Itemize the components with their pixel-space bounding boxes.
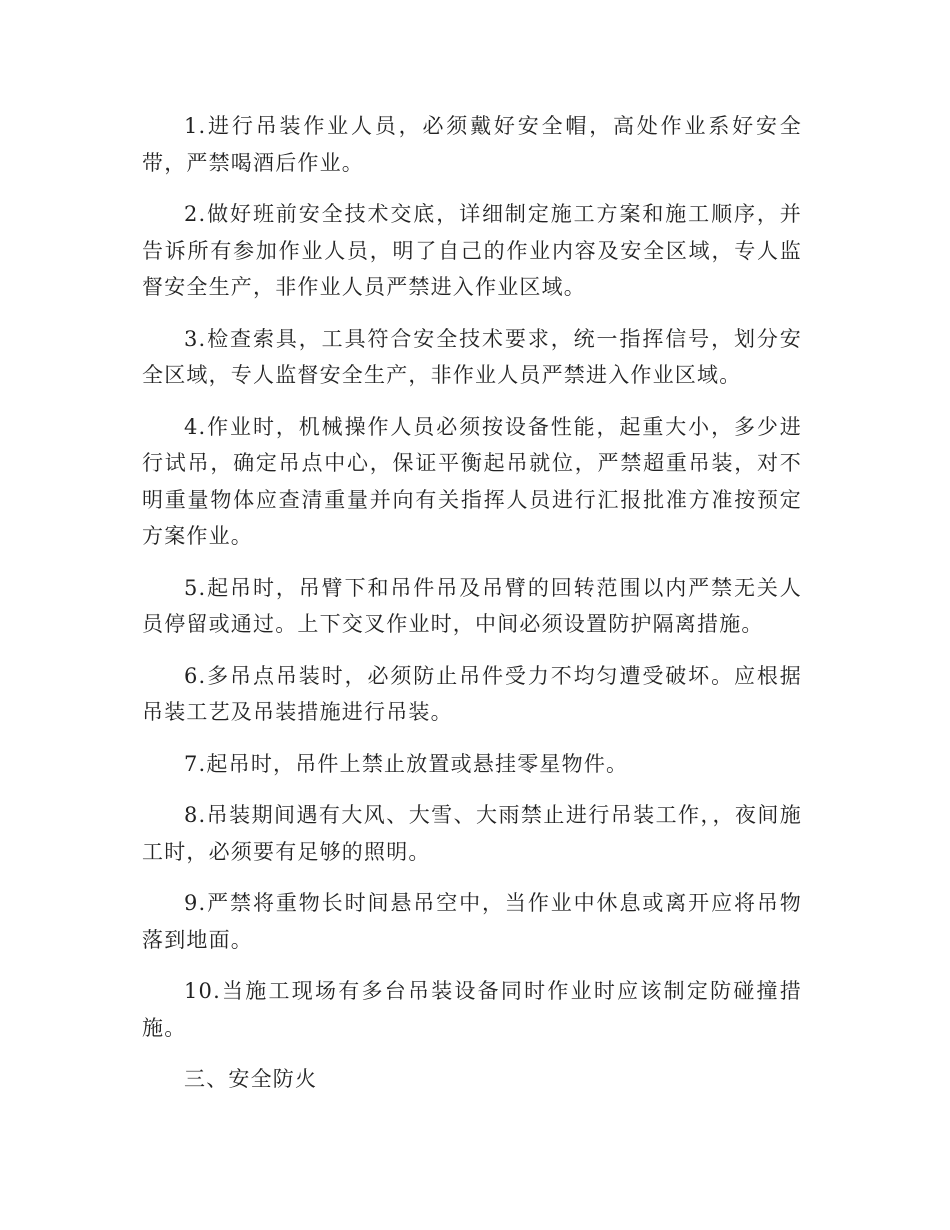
paragraph-9: 9.严禁将重物长时间悬吊空中，当作业中休息或离开应将吊物落到地面。 bbox=[142, 891, 802, 952]
paragraph-4: 4.作业时，机械操作人员必须按设备性能，起重大小，多少进行试吊，确定吊点中心，保证平衡起吊就位，严禁超重吊装，对不明重量物体应查清重量并向有关指挥人员进行汇报批准方准按预定方案作业。 bbox=[142, 414, 802, 548]
paragraph-2: 2.做好班前安全技术交底，详细制定施工方案和施工顺序，并告诉所有参加作业人员，明了自己的作业内容及安全区域，专人监督安全生产，非作业人员严禁进入作业区域。 bbox=[142, 202, 802, 299]
section-heading: 三、安全防火 bbox=[184, 1067, 318, 1091]
paragraph-10: 10.当施工现场有多台吊装设备同时作业时应该制定防碰撞措施。 bbox=[142, 979, 802, 1040]
paragraph-3: 3.检查索具，工具符合安全技术要求，统一指挥信号，划分安全区域，专人监督安全生产，非作业人员严禁进入作业区域。 bbox=[142, 326, 802, 387]
document-body bbox=[142, 108, 802, 1098]
paragraph-1: 1.进行吊装作业人员，必须戴好安全帽，高处作业系好安全带，严禁喝酒后作业。 bbox=[142, 114, 802, 175]
paragraph-5: 5.起吊时，吊臂下和吊件吊及吊臂的回转范围以内严禁无关人员停留或通过。上下交叉作业时，中间必须设置防护隔离措施。 bbox=[142, 575, 802, 636]
paragraph-7: 7.起吊时，吊件上禁止放置或悬挂零星物件。 bbox=[184, 751, 629, 776]
paragraph-8: 8.吊装期间遇有大风、大雪、大雨禁止进行吊装工作，，夜间施工时，必须要有足够的照明。 bbox=[142, 803, 802, 864]
paragraph-6: 6.多吊点吊装时，必须防止吊件受力不均匀遭受破坏。应根据吊装工艺及吊装措施进行吊装。 bbox=[142, 663, 802, 724]
